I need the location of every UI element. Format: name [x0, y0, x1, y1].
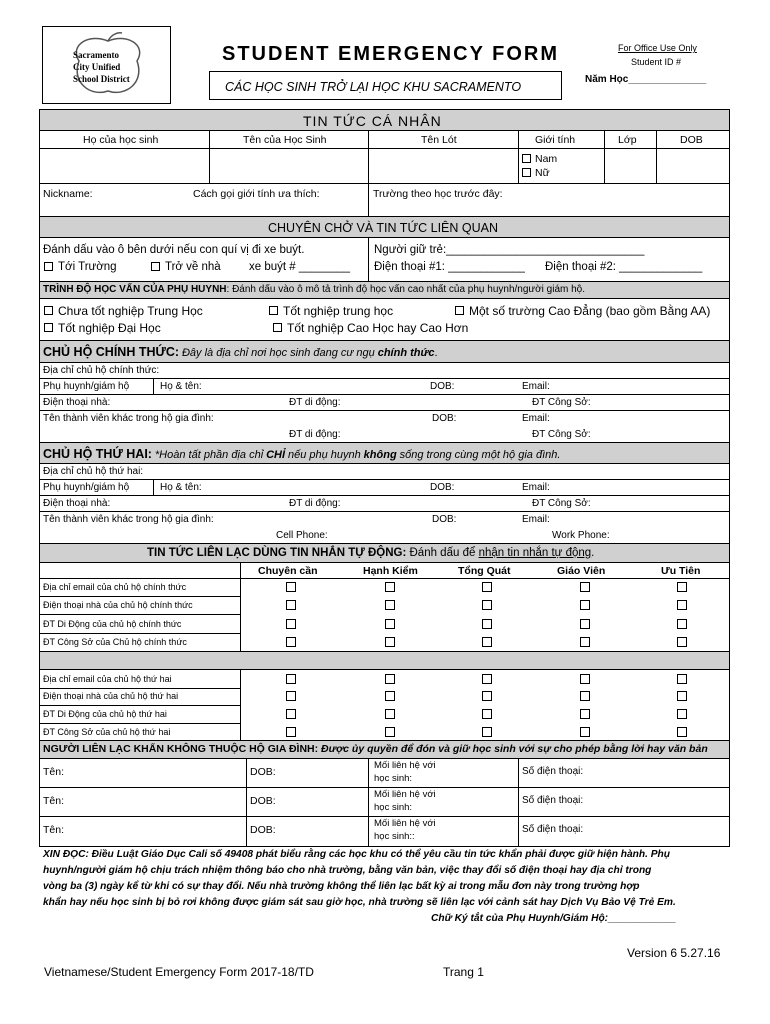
notice-line-2: huynh/người giám hộ chịu trách nhiệm thông báo cho nhà trường, bằng văn bản, việc thay đổi số điện thoại hay địa chỉ trong [43, 865, 652, 876]
notice-line-1: XIN ĐỌC: Điều Luật Giáo Dục Cali số 49408 phát biểu rằng các học khu có thể yêu cầu tin tức khẩn phải được giữ hiện hành. Phụ [43, 849, 670, 860]
msg-row-label: ĐT Di Động của chủ hộ thứ hai [43, 709, 167, 719]
rule [39, 723, 240, 724]
nonhousehold-desc: Được ủy quyền để đón và giữ học sinh với sự cho phép bằng lời hay văn bản [321, 743, 708, 755]
col-gender: Giới tính [535, 134, 576, 146]
rule [39, 298, 730, 299]
secondary-address[interactable]: Địa chỉ chủ hộ thứ hai: [43, 466, 144, 477]
form-title: STUDENT EMERGENCY FORM [222, 43, 559, 65]
education-prompt: : Đánh dấu vào ô mô tả trình độ học vấn cao nhất của phụ huynh/người giám hộ. [226, 284, 586, 295]
pronoun-label: Cách gọi giới tính ưa thích: [193, 188, 320, 200]
msg-checkbox[interactable] [385, 709, 395, 719]
primary-address[interactable]: Địa chỉ chủ hộ chính thức: [43, 365, 160, 376]
col-dob: DOB [680, 134, 703, 146]
primary-name[interactable]: Họ & tên: [160, 381, 202, 392]
rule [39, 596, 240, 597]
msg-checkbox[interactable] [286, 727, 296, 737]
msg-checkbox[interactable] [677, 709, 687, 719]
edu-opt4-checkbox[interactable] [44, 323, 53, 332]
messaging-prompt-underlined: nhận tin nhắn tự động [478, 547, 592, 559]
gender-female-label: Nữ [535, 167, 550, 179]
col-first-name: Tên của Học Sinh [243, 134, 327, 146]
rule [39, 511, 730, 512]
secondary-desc-a: *Hoàn tất phần địa chỉ [154, 449, 264, 461]
school-year-field[interactable]: Năm Học______________ [585, 74, 707, 85]
district-name-2: City Unified [73, 62, 121, 72]
education-heading [43, 285, 585, 295]
rule [39, 394, 730, 395]
msg-row-label: Địa chỉ email của chủ hộ thứ hai [43, 674, 172, 684]
rule [39, 495, 730, 496]
bus-prompt: Đánh dấu vào ô bên dưới nếu con quí vị đi xe buýt. [43, 244, 305, 256]
rule [39, 130, 730, 131]
to-school-checkbox[interactable] [44, 262, 53, 271]
msg-checkbox[interactable] [286, 691, 296, 701]
col-last-name: Họ của học sinh [83, 134, 159, 146]
edu-opt4-label: Tốt nghiệp Đại Học [58, 321, 161, 335]
contact2-relation-a: Mối liên hệ với [374, 789, 436, 800]
edu-opt5-label: Tốt nghiệp Cao Học hay Cao Hơn [287, 321, 469, 335]
contact1-dob[interactable]: DOB: [250, 766, 276, 778]
district-logo [42, 26, 171, 104]
messaging-heading-line: TIN TỨC LIÊN LẠC DÙNG TIN NHẮN TỰ ĐỘNG: Đánh dấu để nhận tin nhắn tự động. [147, 547, 595, 559]
msg-col-conduct: Hạnh Kiểm [363, 565, 418, 577]
contact2-name[interactable]: Tên: [43, 795, 65, 807]
msg-checkbox[interactable] [482, 674, 492, 684]
rule [153, 479, 154, 495]
primary-heading: CHỦ HỘ CHÍNH THỨC: [43, 345, 180, 359]
contact3-relation-b[interactable]: học sinh:: [374, 831, 415, 842]
msg-checkbox[interactable] [286, 674, 296, 684]
edu-opt3-checkbox[interactable] [455, 306, 464, 315]
rule [39, 410, 730, 411]
msg-checkbox[interactable] [482, 619, 492, 629]
primary-cell2[interactable]: ĐT di động: [289, 429, 341, 440]
msg-checkbox[interactable] [385, 727, 395, 737]
rule [39, 846, 730, 847]
gender-male-checkbox[interactable] [522, 154, 531, 163]
frame-right [729, 109, 730, 846]
secondary-desc-c: nếu phụ huynh [287, 449, 361, 461]
rule [39, 362, 730, 363]
msg-row-label: Địa chỉ email của chủ hộ chính thức [43, 582, 187, 592]
msg-checkbox[interactable] [482, 709, 492, 719]
secondary-guardian: Phụ huynh/giám hộ [43, 482, 130, 493]
secondary-other-member[interactable]: Tên thành viên khác trong hộ gia đình: [43, 514, 214, 525]
msg-col-teacher: Giáo Viên [557, 565, 606, 577]
col-middle-name: Tên Lót [421, 134, 457, 146]
primary-dob[interactable]: DOB: [430, 381, 455, 392]
gender-male-label: Nam [535, 153, 558, 165]
rule [39, 614, 240, 615]
msg-checkbox[interactable] [580, 674, 590, 684]
msg-checkbox[interactable] [385, 637, 395, 647]
contact3-dob[interactable]: DOB: [250, 824, 276, 836]
rule [368, 758, 369, 846]
msg-row-label: Điện thoại nhà của chủ hộ chính thức [43, 600, 193, 610]
msg-checkbox[interactable] [286, 637, 296, 647]
secondary-work[interactable]: ĐT Công Sở: [532, 498, 591, 509]
gender-female-checkbox[interactable] [522, 168, 531, 177]
msg-col-general: Tổng Quát [458, 565, 511, 577]
prev-school-label: Trường theo học trước đây: [373, 188, 503, 200]
rule [153, 378, 154, 394]
secondary-name[interactable]: Họ & tên: [160, 482, 202, 493]
msg-checkbox[interactable] [385, 691, 395, 701]
rule [39, 237, 730, 238]
msg-checkbox[interactable] [286, 582, 296, 592]
primary-guardian: Phụ huynh/giám hộ [43, 381, 130, 392]
msg-checkbox[interactable] [286, 600, 296, 610]
messaging-heading: TIN TỨC LIÊN LẠC DÙNG TIN NHẮN TỰ ĐỘNG: [147, 547, 407, 559]
edu-opt1-checkbox[interactable] [44, 306, 53, 315]
messaging-prompt: Đánh dấu để [409, 547, 476, 559]
rule [39, 578, 730, 579]
msg-checkbox[interactable] [580, 619, 590, 629]
contact2-phone[interactable]: Số điện thoại: [522, 795, 584, 806]
secondary-heading-line [43, 448, 560, 461]
primary-desc: Đây là địa chỉ nơi học sinh đang cư ngụ [181, 347, 375, 359]
msg-col-attendance: Chuyên cần [258, 565, 318, 577]
msg-checkbox[interactable] [286, 709, 296, 719]
secondary-email[interactable]: Email: [522, 482, 550, 493]
rule [39, 787, 730, 788]
msg-checkbox[interactable] [580, 582, 590, 592]
secondary-dob[interactable]: DOB: [430, 482, 455, 493]
msg-checkbox[interactable] [580, 637, 590, 647]
rule [39, 705, 240, 706]
primary-home-phone[interactable]: Điện thoại nhà: [43, 397, 111, 408]
office-use-label: For Office Use Only [618, 43, 697, 53]
rule [368, 237, 369, 281]
msg-checkbox[interactable] [385, 600, 395, 610]
secondary-cell2[interactable]: Cell Phone: [276, 530, 328, 541]
msg-col-priority: Ưu Tiên [661, 565, 701, 577]
col-grade: Lớp [618, 134, 637, 146]
msg-checkbox[interactable] [482, 637, 492, 647]
primary-email[interactable]: Email: [522, 381, 550, 392]
rule [39, 183, 730, 184]
primary-other-member[interactable]: Tên thành viên khác trong hộ gia đình: [43, 413, 214, 424]
msg-row-label: ĐT Công Sở của chủ hộ thứ hai [43, 727, 171, 737]
rule [39, 378, 730, 379]
nickname-label: Nickname: [43, 188, 93, 200]
msg-checkbox[interactable] [677, 600, 687, 610]
signature-field[interactable]: Chữ Ký tắt của Phụ Huynh/Giám Hộ:____________ [431, 913, 677, 924]
transport-heading: CHUYÊN CHỞ VÀ TIN TỨC LIÊN QUAN [268, 221, 498, 235]
msg-checkbox[interactable] [482, 600, 492, 610]
edu-opt5-checkbox[interactable] [273, 323, 282, 332]
msg-checkbox[interactable] [677, 691, 687, 701]
rule [368, 183, 369, 217]
edu-opt3-label: Một số trường Cao Đẳng (bao gồm Bằng AA) [469, 304, 711, 318]
msg-checkbox[interactable] [677, 674, 687, 684]
student-id-label: Student ID # [631, 57, 682, 67]
bus-number-field[interactable]: xe buýt # ________ [249, 261, 351, 273]
msg-row-label: ĐT Công Sở của Chủ hộ chính thức [43, 637, 187, 647]
msg-checkbox[interactable] [385, 619, 395, 629]
version-label: Version 6 5.27.16 [627, 946, 721, 960]
msg-checkbox[interactable] [580, 709, 590, 719]
edu-opt2-checkbox[interactable] [269, 306, 278, 315]
from-school-label: Trở về nhà [165, 261, 221, 273]
secondary-home-phone[interactable]: Điện thoại nhà: [43, 498, 111, 509]
district-name-1: Sacramento [73, 50, 119, 60]
rule [39, 688, 240, 689]
contact3-phone[interactable]: Số điện thoại: [522, 824, 584, 835]
msg-checkbox[interactable] [482, 582, 492, 592]
msg-checkbox[interactable] [580, 727, 590, 737]
msg-separator-bg [40, 652, 729, 669]
form-subtitle: CÁC HỌC SINH TRỞ LẠI HỌC KHU SACRAMENTO [225, 80, 522, 94]
primary-desc-bold: chính thức [377, 347, 435, 359]
rule [518, 130, 519, 183]
secondary-desc-e: sống trong cùng một hộ gia đình. [399, 449, 561, 461]
district-name-3: School District [73, 74, 130, 84]
secondary-email2[interactable]: Email: [522, 514, 550, 525]
caretaker-phone2[interactable]: Điện thoại #2: _____________ [545, 261, 703, 273]
edu-opt1-label: Chưa tốt nghiệp Trung Học [58, 304, 203, 318]
rule [368, 130, 369, 183]
edu-opt2-label: Tốt nghiệp trung học [283, 304, 394, 318]
rule [39, 758, 730, 759]
msg-checkbox[interactable] [677, 727, 687, 737]
subtitle-box [209, 71, 562, 100]
education-label: TRÌNH ĐỘ HỌC VẤN CỦA PHỤ HUYNH [43, 284, 227, 295]
msg-checkbox[interactable] [677, 637, 687, 647]
rule [39, 816, 730, 817]
primary-work2[interactable]: ĐT Công Sở: [532, 429, 591, 440]
msg-checkbox[interactable] [286, 619, 296, 629]
page-number: Trang 1 [443, 965, 484, 979]
msg-checkbox[interactable] [482, 727, 492, 737]
rule [39, 669, 730, 670]
from-school-checkbox[interactable] [151, 262, 160, 271]
msg-checkbox[interactable] [677, 619, 687, 629]
personal-heading: TIN TỨC CÁ NHÂN [303, 113, 442, 129]
msg-checkbox[interactable] [385, 582, 395, 592]
secondary-desc-b: CHỈ [266, 449, 286, 461]
contact2-relation-b[interactable]: học sinh: [374, 802, 413, 813]
rule [39, 562, 730, 563]
notice-line-4: khẩn hay nếu học sinh bị bỏ rơi không được giám sát sau giờ học, nhà trường sẽ liên lạc với cảnh sát hay Dịch Vụ Bảo Vệ Trẻ Em. [43, 897, 676, 908]
secondary-dob2[interactable]: DOB: [432, 514, 457, 525]
contact3-relation-a: Mối liên hệ với [374, 818, 436, 829]
rule [604, 130, 605, 183]
secondary-heading: CHỦ HỘ THỨ HAI: [43, 447, 152, 461]
secondary-desc-d: không [363, 449, 397, 461]
rule [209, 130, 210, 183]
contact1-name[interactable]: Tên: [43, 766, 65, 778]
rule [518, 758, 519, 846]
rule [246, 758, 247, 846]
rule [39, 633, 240, 634]
msg-checkbox[interactable] [482, 691, 492, 701]
contact1-phone[interactable]: Số điện thoại: [522, 766, 584, 777]
rule [39, 148, 730, 149]
msg-row-label: ĐT Di Động của chủ hộ chính thức [43, 619, 182, 629]
contact3-name[interactable]: Tên: [43, 824, 65, 836]
primary-cell[interactable]: ĐT di động: [289, 397, 341, 408]
rule [39, 479, 730, 480]
caretaker-field[interactable]: Người giữ trẻ:_______________________________ [374, 244, 645, 256]
msg-checkbox[interactable] [580, 600, 590, 610]
notice-line-3: vòng ba (3) ngày kể từ khi có sự thay đổi. Nếu nhà trường không thể liên lạc bất kỳ ai trong mẫu đơn này trong trường hợp [43, 881, 640, 892]
primary-heading-line: CHỦ HỘ CHÍNH THỨC: Đây là địa chỉ nơi học sinh đang cư ngụ chính thức. [43, 345, 438, 359]
caretaker-phone1[interactable]: Điện thoại #1: ____________ [374, 261, 525, 273]
msg-checkbox[interactable] [385, 674, 395, 684]
primary-dob2[interactable]: DOB: [432, 413, 457, 424]
contact1-relation-a: Mối liên hệ với [374, 760, 436, 771]
msg-row-label: Điện thoại nhà của chủ hộ thứ hai [43, 691, 179, 701]
contact2-dob[interactable]: DOB: [250, 795, 276, 807]
contact1-relation-b[interactable]: học sinh: [374, 773, 413, 784]
primary-work[interactable]: ĐT Công Sở: [532, 397, 591, 408]
form-name-label: Vietnamese/Student Emergency Form 2017-18/TD [44, 965, 314, 979]
msg-checkbox[interactable] [580, 691, 590, 701]
nonhousehold-heading-line [43, 744, 708, 755]
secondary-work2[interactable]: Work Phone: [552, 530, 610, 541]
msg-checkbox[interactable] [677, 582, 687, 592]
secondary-cell[interactable]: ĐT di động: [289, 498, 341, 509]
nonhousehold-heading: NGƯỜI LIÊN LẠC KHẨN KHÔNG THUỘC HỘ GIA ĐÌNH: [43, 743, 319, 755]
primary-email2[interactable]: Email: [522, 413, 550, 424]
rule [656, 130, 657, 183]
rule [39, 463, 730, 464]
to-school-label: Tới Trường [58, 261, 117, 273]
rule [39, 109, 730, 110]
